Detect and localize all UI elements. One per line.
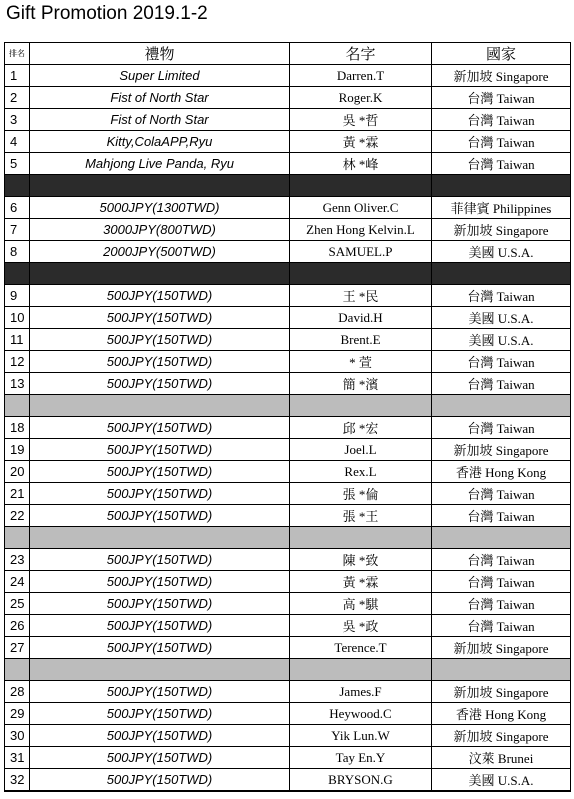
- separator-cell: [30, 527, 290, 549]
- rank-cell: 32: [5, 769, 30, 792]
- table-body: [5, 65, 571, 792]
- rank-cell: 9: [5, 285, 30, 307]
- gift-cell: 500JPY(150TWD): [30, 637, 290, 659]
- separator-cell: [432, 659, 571, 681]
- country-cell: 菲律賓 Philippines: [432, 197, 571, 219]
- rank-cell: 13: [5, 373, 30, 395]
- table-row: [5, 197, 571, 219]
- name-cell: Genn Oliver.C: [290, 197, 432, 219]
- gift-cell: 500JPY(150TWD): [30, 571, 290, 593]
- separator-cell: [290, 659, 432, 681]
- rank-cell: 29: [5, 703, 30, 725]
- gift-cell: 500JPY(150TWD): [30, 505, 290, 527]
- name-cell: Tay En.Y: [290, 747, 432, 769]
- separator-cell: [290, 263, 432, 285]
- table-row: [5, 219, 571, 241]
- name-cell: 張 *王: [290, 505, 432, 527]
- gift-cell: 5000JPY(1300TWD): [30, 197, 290, 219]
- gift-cell: 500JPY(150TWD): [30, 703, 290, 725]
- name-cell: Joel.L: [290, 439, 432, 461]
- table-row: [5, 87, 571, 109]
- rank-cell: 22: [5, 505, 30, 527]
- gift-cell: 500JPY(150TWD): [30, 483, 290, 505]
- table-header-row: [5, 43, 571, 65]
- country-cell: 台灣 Taiwan: [432, 593, 571, 615]
- name-cell: 高 *騏: [290, 593, 432, 615]
- gift-cell: Fist of North Star: [30, 109, 290, 131]
- rank-cell: 31: [5, 747, 30, 769]
- gift-cell: 500JPY(150TWD): [30, 615, 290, 637]
- name-cell: Heywood.C: [290, 703, 432, 725]
- name-cell: 邱 *宏: [290, 417, 432, 439]
- separator-cell: [432, 175, 571, 197]
- rank-cell: 12: [5, 351, 30, 373]
- header-name: 名字: [290, 43, 432, 65]
- separator-cell: [5, 659, 30, 681]
- gift-promotion-table: [4, 42, 571, 792]
- country-cell: 台灣 Taiwan: [432, 615, 571, 637]
- rank-cell: 7: [5, 219, 30, 241]
- separator-row-dark: [5, 175, 571, 197]
- rank-cell: 6: [5, 197, 30, 219]
- table-row: [5, 615, 571, 637]
- separator-cell: [30, 175, 290, 197]
- table-row: [5, 131, 571, 153]
- country-cell: 台灣 Taiwan: [432, 153, 571, 175]
- header-country: 國家: [432, 43, 571, 65]
- separator-row-gray: [5, 659, 571, 681]
- gift-cell: 500JPY(150TWD): [30, 329, 290, 351]
- country-cell: 新加坡 Singapore: [432, 439, 571, 461]
- country-cell: 台灣 Taiwan: [432, 483, 571, 505]
- rank-cell: 1: [5, 65, 30, 87]
- table-row: [5, 373, 571, 395]
- separator-cell: [30, 659, 290, 681]
- gift-cell: 500JPY(150TWD): [30, 747, 290, 769]
- gift-cell: 500JPY(150TWD): [30, 461, 290, 483]
- rank-cell: 23: [5, 549, 30, 571]
- rank-cell: 19: [5, 439, 30, 461]
- country-cell: 美國 U.S.A.: [432, 769, 571, 792]
- rank-cell: 28: [5, 681, 30, 703]
- rank-cell: 4: [5, 131, 30, 153]
- country-cell: 新加坡 Singapore: [432, 65, 571, 87]
- country-cell: 新加坡 Singapore: [432, 681, 571, 703]
- separator-cell: [290, 395, 432, 417]
- name-cell: Rex.L: [290, 461, 432, 483]
- table-row: [5, 593, 571, 615]
- gift-cell: 500JPY(150TWD): [30, 439, 290, 461]
- country-cell: 美國 U.S.A.: [432, 241, 571, 263]
- table-row: [5, 681, 571, 703]
- table-row: [5, 439, 571, 461]
- gift-cell: 500JPY(150TWD): [30, 417, 290, 439]
- country-cell: 美國 U.S.A.: [432, 329, 571, 351]
- separator-cell: [5, 175, 30, 197]
- gift-cell: 500JPY(150TWD): [30, 681, 290, 703]
- page-title: Gift Promotion 2019.1-2: [6, 3, 208, 24]
- name-cell: Yik Lun.W: [290, 725, 432, 747]
- name-cell: David.H: [290, 307, 432, 329]
- separator-cell: [5, 263, 30, 285]
- gift-cell: 500JPY(150TWD): [30, 725, 290, 747]
- name-cell: Darren.T: [290, 65, 432, 87]
- rank-cell: 10: [5, 307, 30, 329]
- rank-cell: 8: [5, 241, 30, 263]
- separator-cell: [30, 263, 290, 285]
- table-row: [5, 241, 571, 263]
- table-row: [5, 109, 571, 131]
- name-cell: 簡 *濱: [290, 373, 432, 395]
- gift-cell: 500JPY(150TWD): [30, 549, 290, 571]
- name-cell: SAMUEL.P: [290, 241, 432, 263]
- gift-cell: 500JPY(150TWD): [30, 307, 290, 329]
- table-row: [5, 351, 571, 373]
- table-row: [5, 307, 571, 329]
- name-cell: * 萱: [290, 351, 432, 373]
- table-row: [5, 769, 571, 792]
- table-row: [5, 461, 571, 483]
- name-cell: 陳 *致: [290, 549, 432, 571]
- name-cell: Zhen Hong Kelvin.L: [290, 219, 432, 241]
- country-cell: 台灣 Taiwan: [432, 373, 571, 395]
- separator-row-gray: [5, 395, 571, 417]
- separator-cell: [30, 395, 290, 417]
- gift-cell: 500JPY(150TWD): [30, 769, 290, 792]
- separator-cell: [432, 527, 571, 549]
- country-cell: 台灣 Taiwan: [432, 417, 571, 439]
- country-cell: 台灣 Taiwan: [432, 285, 571, 307]
- rank-cell: 2: [5, 87, 30, 109]
- country-cell: 台灣 Taiwan: [432, 351, 571, 373]
- country-cell: 新加坡 Singapore: [432, 725, 571, 747]
- country-cell: 香港 Hong Kong: [432, 703, 571, 725]
- name-cell: James.F: [290, 681, 432, 703]
- name-cell: 吳 *政: [290, 615, 432, 637]
- country-cell: 台灣 Taiwan: [432, 109, 571, 131]
- gift-cell: 500JPY(150TWD): [30, 373, 290, 395]
- gift-cell: Kitty,ColaAPP,Ryu: [30, 131, 290, 153]
- table-row: [5, 725, 571, 747]
- name-cell: 林 *峰: [290, 153, 432, 175]
- table-row: [5, 153, 571, 175]
- rank-cell: 21: [5, 483, 30, 505]
- header-gift: 禮物: [30, 43, 290, 65]
- country-cell: 新加坡 Singapore: [432, 219, 571, 241]
- gift-cell: 2000JPY(500TWD): [30, 241, 290, 263]
- name-cell: 黃 *霖: [290, 131, 432, 153]
- table-row: [5, 747, 571, 769]
- rank-cell: 25: [5, 593, 30, 615]
- rank-cell: 20: [5, 461, 30, 483]
- name-cell: Roger.K: [290, 87, 432, 109]
- rank-cell: 26: [5, 615, 30, 637]
- name-cell: BRYSON.G: [290, 769, 432, 792]
- header-rank: 排名: [5, 43, 30, 65]
- rank-cell: 11: [5, 329, 30, 351]
- country-cell: 台灣 Taiwan: [432, 87, 571, 109]
- rank-cell: 3: [5, 109, 30, 131]
- rank-cell: 5: [5, 153, 30, 175]
- name-cell: Brent.E: [290, 329, 432, 351]
- table-row: [5, 571, 571, 593]
- separator-row-gray: [5, 527, 571, 549]
- table-row: [5, 417, 571, 439]
- country-cell: 台灣 Taiwan: [432, 571, 571, 593]
- table-row: [5, 285, 571, 307]
- separator-cell: [290, 527, 432, 549]
- country-cell: 台灣 Taiwan: [432, 549, 571, 571]
- separator-cell: [5, 527, 30, 549]
- rank-cell: 27: [5, 637, 30, 659]
- country-cell: 台灣 Taiwan: [432, 131, 571, 153]
- name-cell: 黃 *霖: [290, 571, 432, 593]
- separator-cell: [432, 395, 571, 417]
- separator-cell: [5, 395, 30, 417]
- country-cell: 香港 Hong Kong: [432, 461, 571, 483]
- gift-cell: 500JPY(150TWD): [30, 351, 290, 373]
- name-cell: Terence.T: [290, 637, 432, 659]
- table-row: [5, 505, 571, 527]
- rank-cell: 18: [5, 417, 30, 439]
- name-cell: 張 *倫: [290, 483, 432, 505]
- country-cell: 台灣 Taiwan: [432, 505, 571, 527]
- table-row: [5, 703, 571, 725]
- rank-cell: 24: [5, 571, 30, 593]
- gift-cell: 500JPY(150TWD): [30, 593, 290, 615]
- gift-cell: 500JPY(150TWD): [30, 285, 290, 307]
- name-cell: 王 *民: [290, 285, 432, 307]
- separator-row-dark: [5, 263, 571, 285]
- table-row: [5, 549, 571, 571]
- separator-cell: [290, 175, 432, 197]
- gift-cell: 3000JPY(800TWD): [30, 219, 290, 241]
- gift-cell: Mahjong Live Panda, Ryu: [30, 153, 290, 175]
- country-cell: 新加坡 Singapore: [432, 637, 571, 659]
- country-cell: 美國 U.S.A.: [432, 307, 571, 329]
- name-cell: 吳 *哲: [290, 109, 432, 131]
- gift-cell: Fist of North Star: [30, 87, 290, 109]
- table-row: [5, 483, 571, 505]
- gift-cell: Super Limited: [30, 65, 290, 87]
- table-row: [5, 637, 571, 659]
- table-row: [5, 329, 571, 351]
- table-row: [5, 65, 571, 87]
- separator-cell: [432, 263, 571, 285]
- country-cell: 汶萊 Brunei: [432, 747, 571, 769]
- rank-cell: 30: [5, 725, 30, 747]
